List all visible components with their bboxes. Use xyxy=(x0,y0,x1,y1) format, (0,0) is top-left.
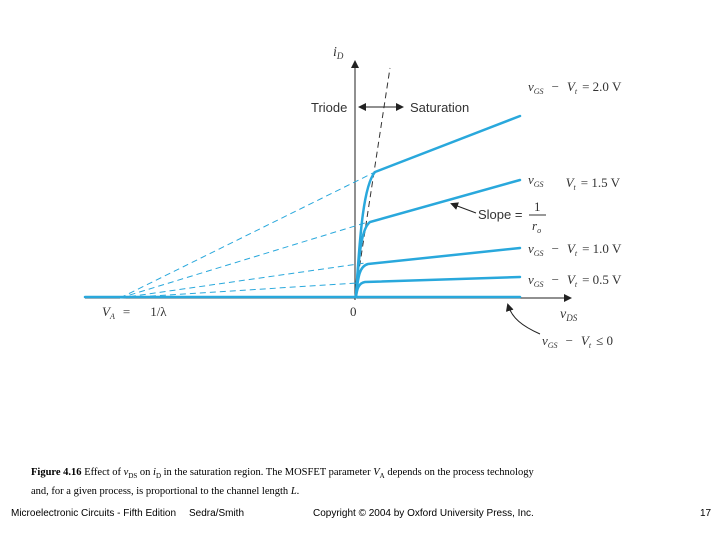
curve-label-0-5v xyxy=(528,272,622,289)
triode-label: Triode xyxy=(311,100,348,115)
curve-label-2v-minus: − xyxy=(551,79,559,94)
curve-label-2v-vt-sub: t xyxy=(574,87,578,96)
intercept-label-eq: = xyxy=(122,304,131,319)
extrapolation-line-2v xyxy=(120,172,375,298)
curve-label-2v-sub: GS xyxy=(533,87,544,96)
caption-v: v xyxy=(123,467,129,478)
curve-label-0-5v-minus: − xyxy=(551,272,559,287)
caption-line-2-L: L xyxy=(290,486,297,498)
curve-label-1v-vt-sub: t xyxy=(574,249,578,258)
intercept-label-va: V xyxy=(102,304,110,319)
caption-text-4: depends on the process technology xyxy=(387,467,534,478)
curve-label-cutoff-vt: V xyxy=(580,333,589,348)
footer-authors: Sedra/Smith xyxy=(189,508,245,519)
curve-label-cutoff-vt-sub: t xyxy=(588,341,592,350)
curve-label-1v-sub: GS xyxy=(533,249,544,258)
curve-label-1-5v-vt: V xyxy=(565,175,574,190)
curve-label-1-5v-vt-sub: t xyxy=(573,183,576,192)
curve-label-1-5v-rel: = 1.5 V xyxy=(580,175,620,190)
curve-label-2v xyxy=(528,79,622,96)
curve-label-0-5v-v: v xyxy=(528,272,534,287)
curve-label-cutoff-sub: GS xyxy=(547,341,558,350)
curve-label-1-5v-sub: GS xyxy=(533,180,544,189)
curve-label-1-5v xyxy=(528,172,621,192)
curve-label-2v-rel: = 2.0 V xyxy=(582,79,622,94)
curve-label-0-5v-sub: GS xyxy=(533,280,544,289)
caption-figure-label: Figure 4.16 xyxy=(31,467,82,478)
x-axis-label-sub: DS xyxy=(566,313,578,323)
caption-i-sub: D xyxy=(155,472,161,481)
footer-page-number: 17 xyxy=(700,508,712,519)
curve-label-0-5v-vt-sub: t xyxy=(574,280,578,289)
curve-label-1v xyxy=(528,241,622,258)
x-axis-label xyxy=(560,307,578,323)
curve-label-1-5v-v: v xyxy=(528,172,534,187)
curve-label-1v-rel: = 1.0 V xyxy=(582,241,622,256)
caption-line-2-end: . xyxy=(296,486,300,498)
slope-denominator-main: r xyxy=(532,218,538,233)
curve-label-cutoff-minus: − xyxy=(565,333,573,348)
slope-label: Slope = xyxy=(478,207,523,222)
curve-label-2v-vt: V xyxy=(566,79,575,94)
curve-1v xyxy=(356,248,520,297)
intercept-label-va-sub: A xyxy=(109,312,115,321)
cutoff-pointer xyxy=(508,305,540,334)
y-axis-label-main: i xyxy=(333,45,337,60)
caption-text-1: Effect of xyxy=(84,467,122,478)
saturation-label: Saturation xyxy=(410,100,470,115)
curve-label-cutoff-rel: ≤ 0 xyxy=(596,333,613,348)
curve-label-1v-vt: V xyxy=(566,241,575,256)
slope-denominator-sub: o xyxy=(537,226,542,235)
slope-pointer xyxy=(452,204,476,213)
caption-text-2: on xyxy=(139,467,151,478)
slope-denominator xyxy=(532,218,541,235)
caption-i: i xyxy=(153,467,156,478)
curve-label-1v-v: v xyxy=(528,241,534,256)
extrapolation-lines xyxy=(120,172,375,298)
intercept-label xyxy=(102,304,167,321)
extrapolation-line-1v xyxy=(120,263,365,298)
slope-numerator: 1 xyxy=(534,199,541,214)
characteristic-curves xyxy=(85,116,523,297)
y-axis-label xyxy=(333,45,344,61)
curve-label-cutoff xyxy=(542,333,613,350)
figure-caption xyxy=(31,465,691,499)
curve-label-2v-v: v xyxy=(528,79,534,94)
origin-label: 0 xyxy=(350,304,357,319)
y-axis-label-sub: D xyxy=(336,51,344,61)
caption-v-sub: DS xyxy=(128,472,138,481)
caption-text-3: in the saturation region. The MOSFET parameter xyxy=(163,467,371,478)
curve-label-1v-minus: − xyxy=(551,241,559,256)
curve-label-cutoff-v: v xyxy=(542,333,548,348)
caption-va-sub: A xyxy=(379,472,385,481)
x-axis-label-main: v xyxy=(560,307,567,322)
curve-0-5v xyxy=(356,277,520,297)
intercept-label-lambda: 1/λ xyxy=(150,304,167,319)
caption-line-2: and, for a given process, is proportional to the channel length xyxy=(31,486,289,498)
curve-label-0-5v-rel: = 0.5 V xyxy=(582,272,622,287)
caption-va: V xyxy=(373,467,380,478)
footer-book-title: Microelectronic Circuits - Fifth Edition xyxy=(11,508,177,519)
curve-label-0-5v-vt: V xyxy=(566,272,575,287)
extrapolation-line-1-5v xyxy=(120,222,368,298)
footer-copyright: Copyright © 2004 by Oxford University Press, Inc. xyxy=(313,508,534,519)
